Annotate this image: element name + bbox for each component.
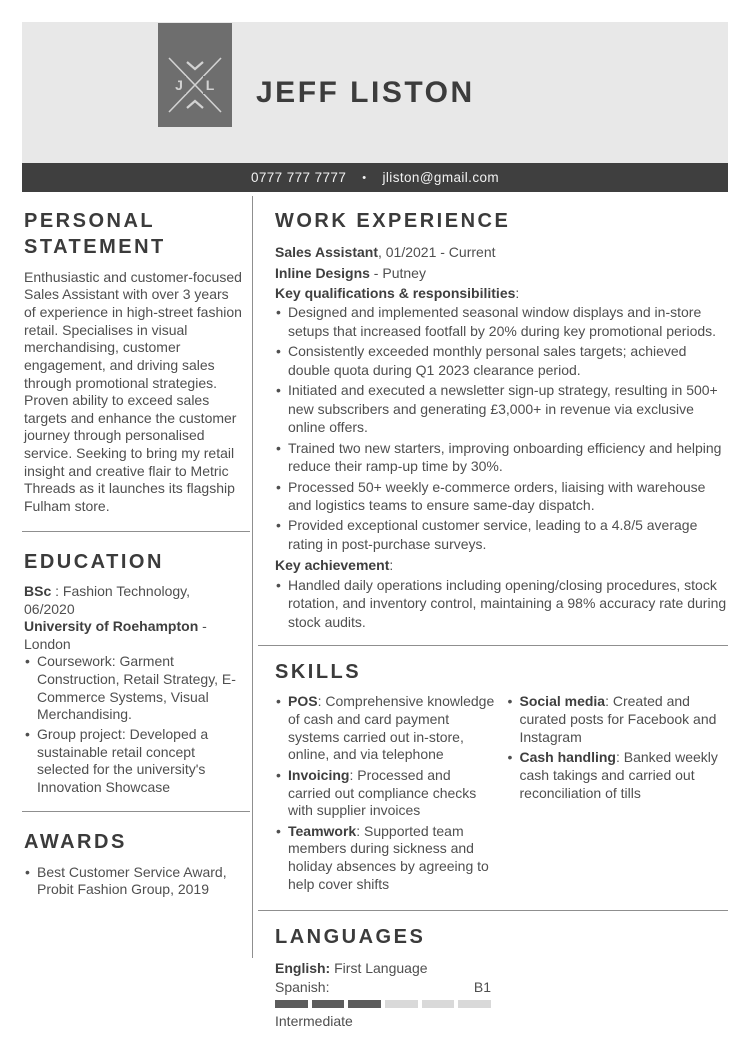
education-bullets <box>24 653 244 796</box>
bar-segment-filled <box>275 1000 308 1008</box>
contact-bar <box>22 163 728 192</box>
list-item: • Best Customer Service Award, Probit Fashion Group, 2019 <box>24 864 244 899</box>
list-item: • Processed 50+ weekly e-commerce orders, liaising with warehouse and logistics teams to ensure same-day dispatch. <box>275 478 728 515</box>
job-title-line: Sales Assistant, 01/2021 - Current <box>275 244 496 261</box>
list-item: • Group project: Developed a sustainable retail concept selected for the university's Innovation Showcase <box>24 726 244 797</box>
language-spanish-row <box>275 978 491 997</box>
list-item: • Cash handling: Banked weekly cash takings and carried out reconciliation of tills <box>507 749 729 802</box>
section-divider <box>258 910 728 911</box>
language-proficiency: Intermediate <box>275 1013 353 1030</box>
skills-heading: SKILLS <box>275 661 362 684</box>
spanish-level-bar <box>275 1000 491 1008</box>
language-english-line: English: First Language <box>275 959 428 976</box>
awards-heading: AWARDS <box>24 831 127 854</box>
bar-segment-filled <box>348 1000 381 1008</box>
list-item: • Invoicing: Processed and carried out compliance checks with supplier invoices <box>275 767 497 820</box>
candidate-name: JEFF LISTON <box>256 75 475 109</box>
right-column <box>252 192 728 1032</box>
skills-column-2 <box>507 693 729 896</box>
left-column <box>22 192 252 901</box>
list-item: • Initiated and executed a newsletter sign-up strategy, resulting in 500+ new subscribers and generating £3,000+ in revenue via exclusive online offers. <box>275 381 728 436</box>
list-item: • POS: Comprehensive knowledge of cash and card payment systems carried out in-store, online, and via telephone <box>275 693 497 764</box>
section-divider <box>22 531 250 532</box>
list-item: • Provided exceptional customer service, leading to a 4.8/5 average rating in post-purchase surveys. <box>275 516 728 553</box>
qualifications-label: Key qualifications & responsibilities: <box>275 284 520 301</box>
bar-segment-empty <box>385 1000 418 1008</box>
language-spanish-label: Spanish: <box>275 979 330 996</box>
list-item: • Designed and implemented seasonal window displays and in-store setups that increased footfall by 20% during key promotional periods. <box>275 303 728 340</box>
achievement-bullets <box>275 576 728 631</box>
logo-initial-left: J <box>175 77 183 93</box>
awards-bullets <box>24 864 244 899</box>
column-divider <box>252 196 253 958</box>
logo-initial-right: L <box>205 77 215 93</box>
education-school: University of Roehampton - London <box>24 618 207 652</box>
language-spanish-level: B1 <box>473 979 491 996</box>
achievement-label: Key achievement: <box>275 557 394 574</box>
languages-heading: LANGUAGES <box>275 926 426 949</box>
skills-columns <box>275 693 728 896</box>
bar-segment-filled <box>312 1000 345 1008</box>
phone-number: 0777 777 7777 <box>250 170 347 185</box>
bar-segment-empty <box>458 1000 491 1008</box>
employer-line: Inline Designs - Putney <box>275 264 426 281</box>
personal-statement-heading: PERSONAL STATEMENT <box>24 210 166 259</box>
list-item: • Consistently exceeded monthly personal sales targets; achieved double quota during Q1 2023 clearance period. <box>275 342 728 379</box>
email-address: jliston@gmail.com <box>382 170 500 185</box>
work-experience-heading: WORK EXPERIENCE <box>275 210 511 232</box>
education-degree: BSc : Fashion Technology, 06/2020 <box>24 582 191 617</box>
section-divider <box>22 811 250 812</box>
header-banner <box>22 22 728 163</box>
list-item: • Teamwork: Supported team members during sickness and holiday absences by agreeing to help cover shifts <box>275 823 497 894</box>
resume-body <box>0 192 750 1032</box>
bar-segment-empty <box>422 1000 455 1008</box>
list-item: • Coursework: Garment Construction, Retail Strategy, E-Commerce Systems, Visual Merchandising. <box>24 653 244 724</box>
section-divider <box>258 645 728 646</box>
work-bullets <box>275 303 728 553</box>
list-item: • Handled daily operations including opening/closing procedures, stock rotation, and inventory control, maintaining a 98% accuracy rate during stock audits. <box>275 576 728 631</box>
education-heading: EDUCATION <box>24 550 164 573</box>
list-item: • Social media: Created and curated posts for Facebook and Instagram <box>507 693 729 746</box>
contact-separator-dot: • <box>362 171 367 184</box>
skills-column-1 <box>275 693 497 896</box>
monogram-logo-icon <box>158 23 232 127</box>
list-item: • Trained two new starters, improving onboarding efficiency and helping reduce their ramp-up time by 30%. <box>275 439 728 476</box>
personal-statement-text: Enthusiastic and customer-focused Sales Assistant with over 3 years of experience in high-street fashion retail. Specialises in visual merchandising, customer engagement, and driving sales through promotional strategies. Proven ability to exceed sales targets and enhance the customer journey through personalised service. Seeking to bring my retail insight and creative flair to Metric Threads as it launches its flagship Fulham store. <box>24 268 242 514</box>
